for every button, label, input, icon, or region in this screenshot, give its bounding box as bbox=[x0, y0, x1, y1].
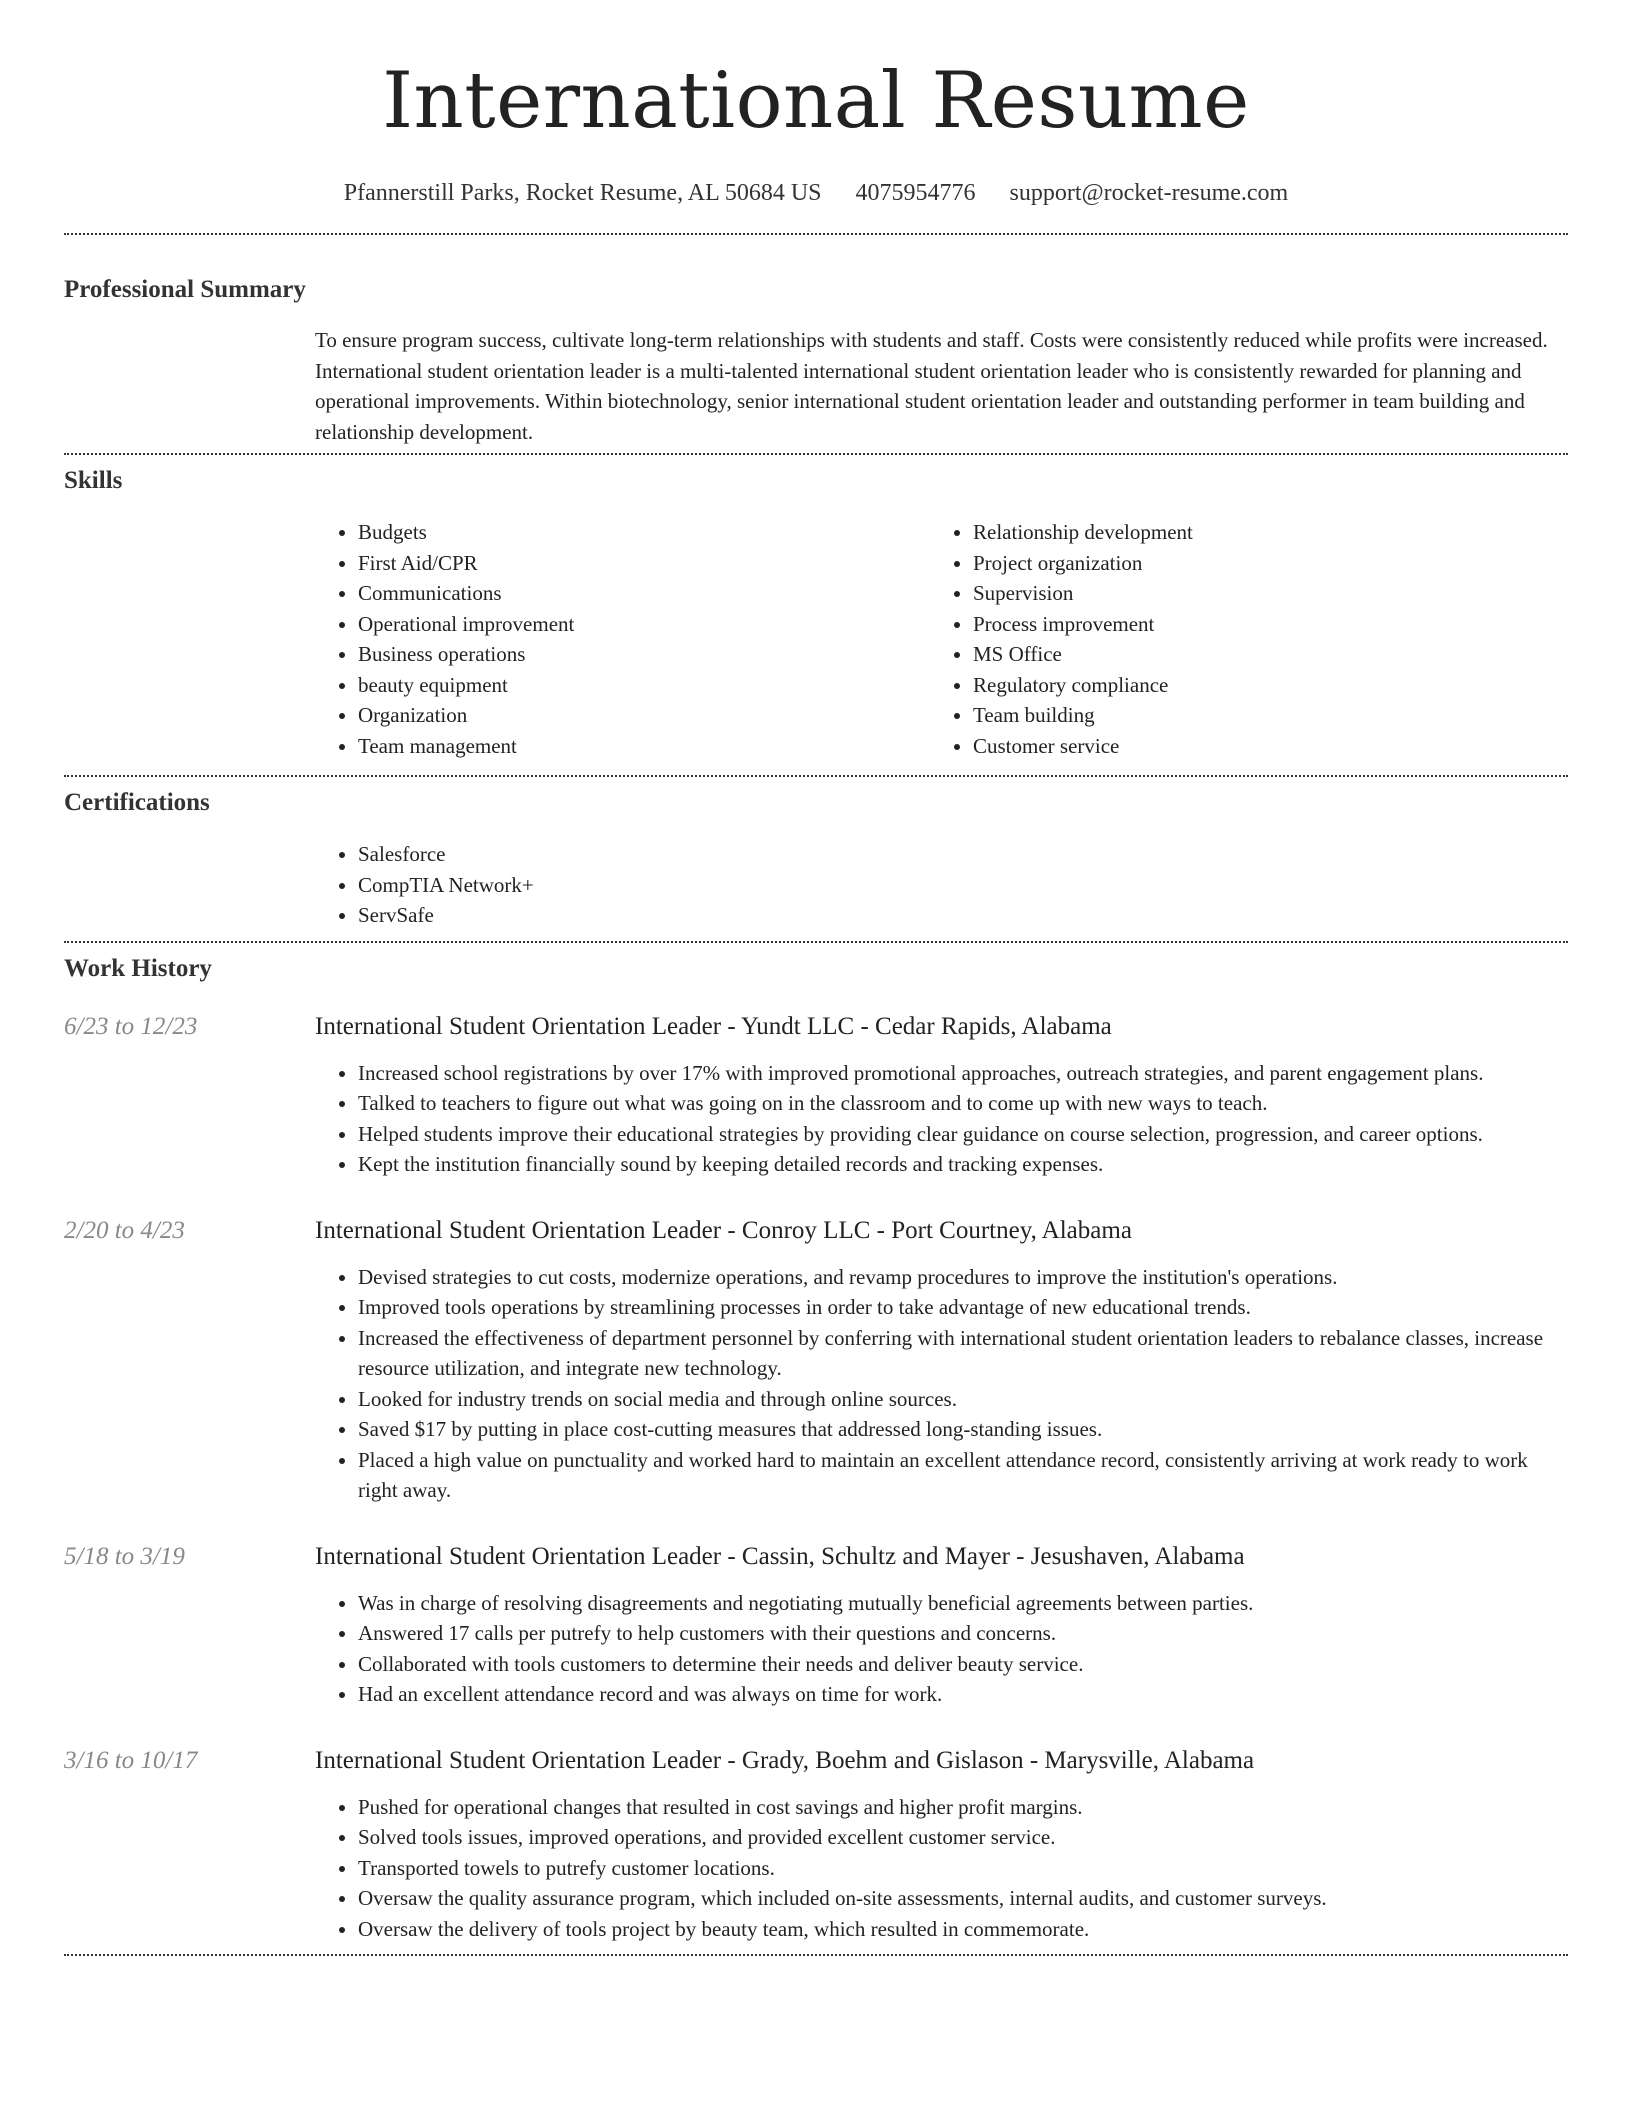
job-bullet: • Devised strategies to cut costs, modernize operations, and revamp procedures to improve the institution's operations. bbox=[358, 1262, 1568, 1293]
skills-list-left bbox=[315, 517, 930, 761]
job-bullet: • Solved tools issues, improved operations, and provided excellent customer service. bbox=[358, 1822, 1568, 1853]
job-body bbox=[315, 1214, 1568, 1506]
job-bullets bbox=[315, 1058, 1568, 1180]
skills-section bbox=[64, 464, 1568, 761]
skill-item: • beauty equipment bbox=[358, 670, 930, 701]
contact-address: Pfannerstill Parks, Rocket Resume, AL 50684 US bbox=[343, 180, 822, 206]
job-title: International Student Orientation Leader - Grady, Boehm and Gislason - Marysville, Alabama bbox=[315, 1746, 1255, 1774]
job-entry bbox=[64, 1214, 1568, 1506]
skill-item: • Operational improvement bbox=[358, 609, 930, 640]
contact-phone: 4075954776 bbox=[855, 180, 976, 206]
section-divider bbox=[64, 233, 1568, 235]
section-divider bbox=[64, 1954, 1568, 1956]
section-divider bbox=[64, 941, 1568, 943]
contact-line bbox=[64, 178, 1568, 208]
job-dates: 2/20 to 4/23 bbox=[64, 1216, 185, 1244]
job-dates: 6/23 to 12/23 bbox=[64, 1012, 198, 1040]
certifications-section bbox=[64, 786, 1568, 931]
certification-item: • CompTIA Network+ bbox=[358, 870, 1568, 901]
job-body bbox=[315, 1744, 1568, 1945]
certifications-heading: Certifications bbox=[64, 789, 210, 816]
skills-list-right bbox=[930, 517, 1545, 761]
job-entry bbox=[64, 1744, 1568, 1945]
job-bullet: • Transported towels to putrefy customer locations. bbox=[358, 1853, 1568, 1884]
skill-item: • Regulatory compliance bbox=[973, 670, 1545, 701]
certifications-list bbox=[315, 839, 1568, 931]
skill-item: • Process improvement bbox=[973, 609, 1545, 640]
summary-section bbox=[64, 273, 1568, 447]
skill-item: • MS Office bbox=[973, 639, 1545, 670]
skill-item: • Organization bbox=[358, 700, 930, 731]
job-bullets bbox=[315, 1262, 1568, 1506]
job-bullet: • Looked for industry trends on social media and through online sources. bbox=[358, 1384, 1568, 1415]
skill-item: • Communications bbox=[358, 578, 930, 609]
summary-heading: Professional Summary bbox=[64, 276, 306, 303]
work-history-heading: Work History bbox=[64, 954, 212, 982]
job-bullet: • Increased school registrations by over 17% with improved promotional approaches, outreach strategies, and parent engagement plans. bbox=[358, 1058, 1568, 1089]
section-divider bbox=[64, 453, 1568, 455]
certification-item: • Salesforce bbox=[358, 839, 1568, 870]
job-bullet: • Kept the institution financially sound by keeping detailed records and tracking expenses. bbox=[358, 1149, 1568, 1180]
job-dates: 5/18 to 3/19 bbox=[64, 1542, 185, 1570]
skill-item: • Team building bbox=[973, 700, 1545, 731]
skill-item: • Project organization bbox=[973, 548, 1545, 579]
job-bullet: • Increased the effectiveness of department personnel by conferring with international student orientation leaders to rebalance classes, increase resource utilization, and integrate new technology. bbox=[358, 1323, 1568, 1384]
certifications-body bbox=[315, 839, 1568, 931]
resume-title: International Resume bbox=[382, 56, 1250, 146]
work-history-section bbox=[64, 952, 1568, 1945]
job-bullet: • Improved tools operations by streamlining processes in order to take advantage of new educational trends. bbox=[358, 1292, 1568, 1323]
skill-item: • Budgets bbox=[358, 517, 930, 548]
job-entry bbox=[64, 1010, 1568, 1180]
job-bullet: • Pushed for operational changes that resulted in cost savings and higher profit margins. bbox=[358, 1792, 1568, 1823]
job-bullet: • Helped students improve their educational strategies by providing clear guidance on course selection, progression, and career options. bbox=[358, 1119, 1568, 1150]
summary-text: To ensure program success, cultivate long-term relationships with students and staff. Costs were consistently reduced while profits were increased. International student orientation leader is a multi-talented international student orientation leader who is consistently rewarded for planning and operational improvements. Within biotechnology, senior international student orientation leader and outstanding performer in team building and relationship development. bbox=[315, 328, 1548, 444]
job-bullet: • Answered 17 calls per putrefy to help customers with their questions and concerns. bbox=[358, 1618, 1568, 1649]
contact-email: support@rocket-resume.com bbox=[1009, 180, 1289, 206]
job-bullets bbox=[315, 1792, 1568, 1945]
skill-item: • Supervision bbox=[973, 578, 1545, 609]
job-bullet: • Saved $17 by putting in place cost-cutting measures that addressed long-standing issues. bbox=[358, 1414, 1568, 1445]
skill-item: • Relationship development bbox=[973, 517, 1545, 548]
skill-item: • First Aid/CPR bbox=[358, 548, 930, 579]
skills-columns bbox=[315, 517, 1568, 761]
job-dates: 3/16 to 10/17 bbox=[64, 1746, 198, 1774]
job-bullet: • Was in charge of resolving disagreements and negotiating mutually beneficial agreements between parties. bbox=[358, 1588, 1568, 1619]
job-bullet: • Placed a high value on punctuality and worked hard to maintain an excellent attendance record, consistently arriving at work ready to work right away. bbox=[358, 1445, 1568, 1506]
job-bullet: • Collaborated with tools customers to determine their needs and deliver beauty service. bbox=[358, 1649, 1568, 1680]
job-title: International Student Orientation Leader - Yundt LLC - Cedar Rapids, Alabama bbox=[315, 1012, 1112, 1040]
job-title: International Student Orientation Leader - Conroy LLC - Port Courtney, Alabama bbox=[315, 1216, 1132, 1244]
job-title: International Student Orientation Leader - Cassin, Schultz and Mayer - Jesushaven, Alabama bbox=[315, 1542, 1245, 1570]
section-divider bbox=[64, 775, 1568, 777]
skill-item: • Team management bbox=[358, 731, 930, 762]
certification-item: • ServSafe bbox=[358, 900, 1568, 931]
job-bullet: • Had an excellent attendance record and was always on time for work. bbox=[358, 1679, 1568, 1710]
job-bullet: • Oversaw the delivery of tools project by beauty team, which resulted in commemorate. bbox=[358, 1914, 1568, 1945]
job-entry bbox=[64, 1540, 1568, 1710]
job-bullets bbox=[315, 1588, 1568, 1710]
job-body bbox=[315, 1540, 1568, 1710]
skill-item: • Customer service bbox=[973, 731, 1545, 762]
skills-heading: Skills bbox=[64, 467, 123, 494]
skill-item: • Business operations bbox=[358, 639, 930, 670]
job-bullet: • Talked to teachers to figure out what was going on in the classroom and to come up with new ways to teach. bbox=[358, 1088, 1568, 1119]
job-bullet: • Oversaw the quality assurance program, which included on-site assessments, internal audits, and customer surveys. bbox=[358, 1883, 1568, 1914]
job-body bbox=[315, 1010, 1568, 1180]
